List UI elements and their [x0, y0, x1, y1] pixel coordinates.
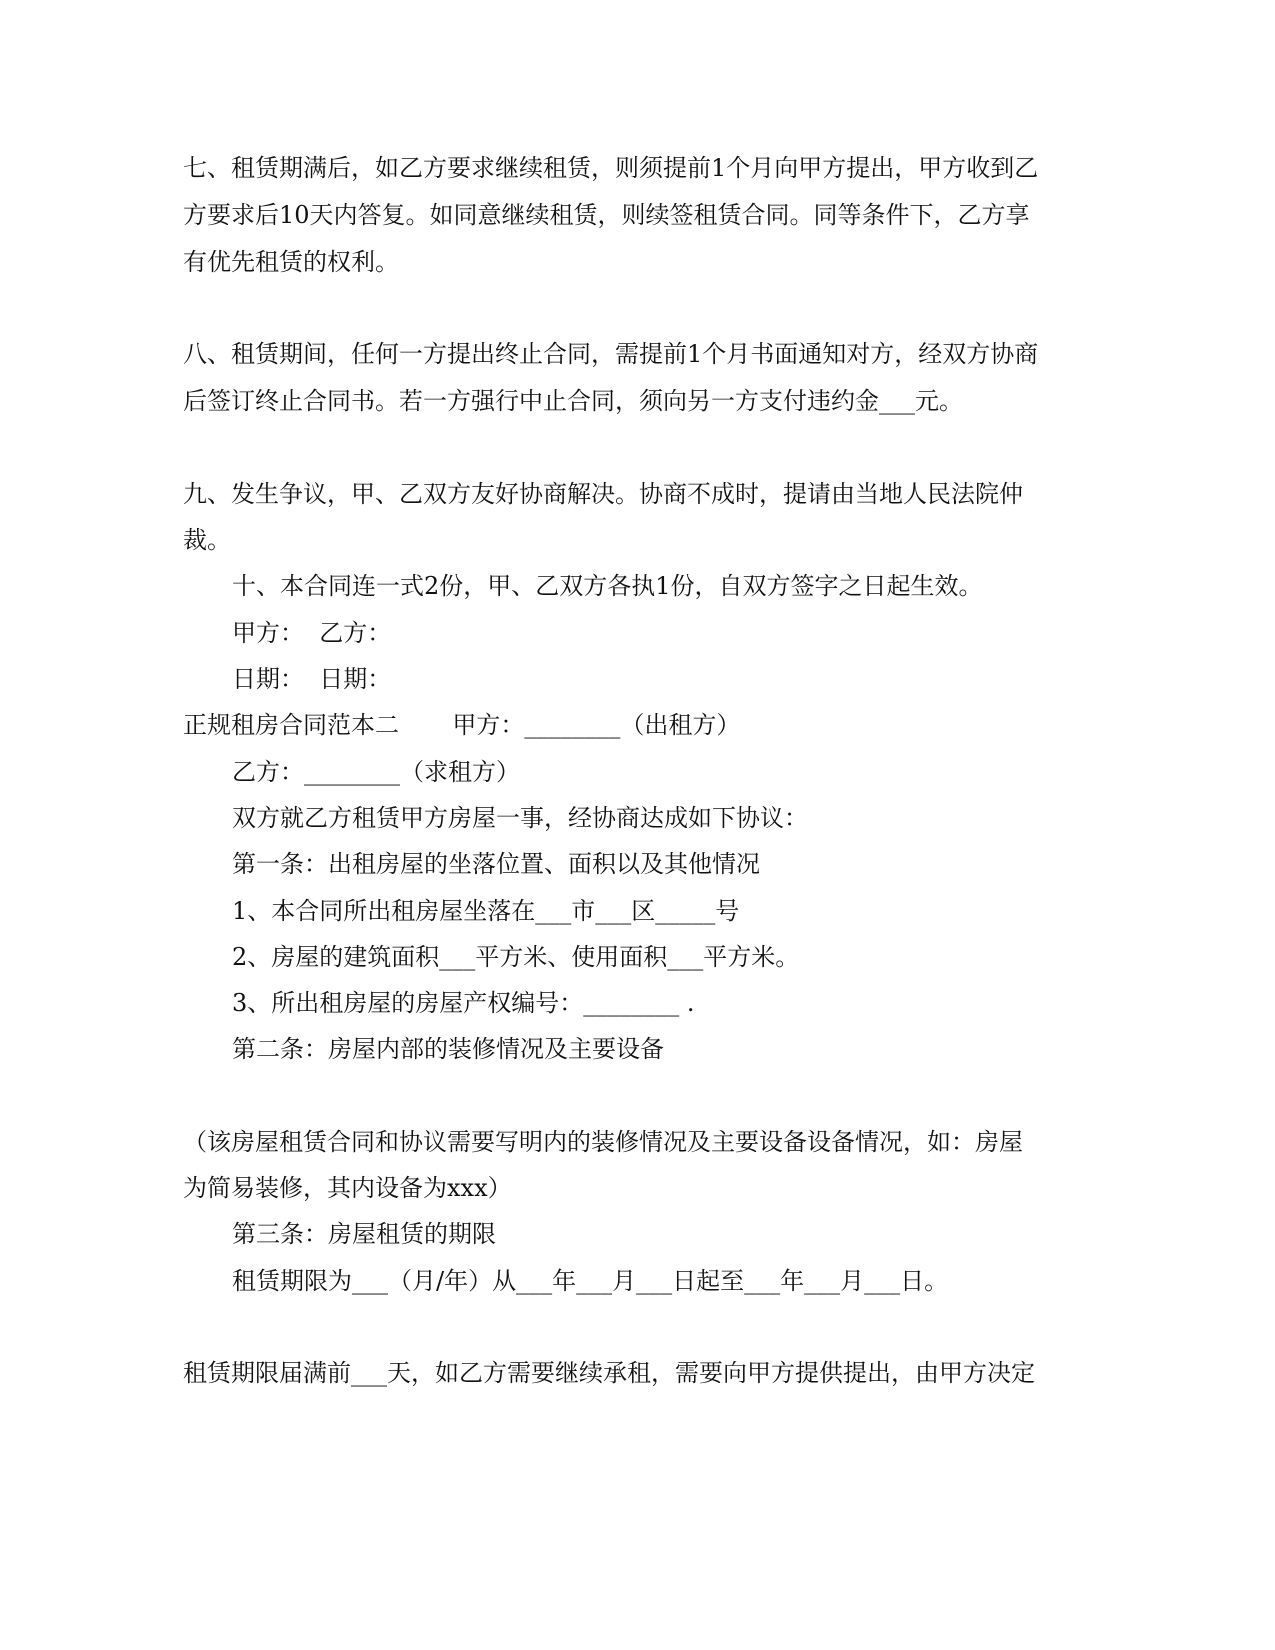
clause-10: 十、本合同连一式2份，甲、乙双方各执1份，自双方签字之日起生效。 — [232, 572, 983, 600]
article-1-item-2: 2、房屋的建筑面积___平方米、使用面积___平方米。 — [232, 943, 800, 971]
signature-parties: 甲方： 乙方： — [232, 619, 392, 647]
article-3-term: 租赁期限为___（月/年）从___年___月___日起至___年___月___日。 — [232, 1267, 949, 1295]
article-3-renewal: 租赁期限届满前___天，如乙方需要继续承租，需要向甲方提供提出，由甲方决定 — [183, 1359, 1035, 1387]
article-2-note-line-2: 为简易装修，其内设备为xxx） — [183, 1174, 512, 1202]
clause-9-line-2: 裁。 — [183, 526, 231, 554]
article-1-item-3: 3、所出租房屋的房屋产权编号：________ . — [232, 989, 695, 1017]
clause-8-line-2: 后签订终止合同书。若一方强行中止合同，须向另一方支付违约金___元。 — [183, 387, 963, 415]
article-2-note-line-1: （该房屋租赁合同和协议需要写明内的装修情况及主要设备设备情况，如：房屋 — [183, 1128, 1023, 1156]
clause-7-line-3: 有优先租赁的权利。 — [183, 248, 399, 276]
contract-2-title-line: 正规租房合同范本二 甲方：________（出租方） — [183, 711, 741, 739]
article-1-item-1: 1、本合同所出租房屋坐落在___市___区_____号 — [232, 897, 740, 925]
contract-2-intro: 双方就乙方租赁甲方房屋一事，经协商达成如下协议： — [232, 804, 808, 832]
clause-8-line-1: 八、租赁期间，任何一方提出终止合同，需提前1个月书面通知对方，经双方协商 — [183, 340, 1039, 368]
contract-2-party-b: 乙方：________（求租方） — [232, 758, 520, 786]
article-2-title: 第二条：房屋内部的装修情况及主要设备 — [232, 1035, 664, 1063]
clause-9-line-1: 九、发生争议，甲、乙双方友好协商解决。协商不成时，提请由当地人民法院仲 — [183, 480, 1023, 508]
article-3-title: 第三条：房屋租赁的期限 — [232, 1220, 496, 1248]
clause-7-line-2: 方要求后10天内答复。如同意继续租赁，则续签租赁合同。同等条件下，乙方享 — [183, 201, 1030, 229]
clause-7-line-1: 七、租赁期满后，如乙方要求继续租赁，则须提前1个月向甲方提出，甲方收到乙 — [183, 154, 1039, 182]
signature-dates: 日期： 日期： — [232, 665, 392, 693]
article-1-title: 第一条：出租房屋的坐落位置、面积以及其他情况 — [232, 850, 760, 878]
